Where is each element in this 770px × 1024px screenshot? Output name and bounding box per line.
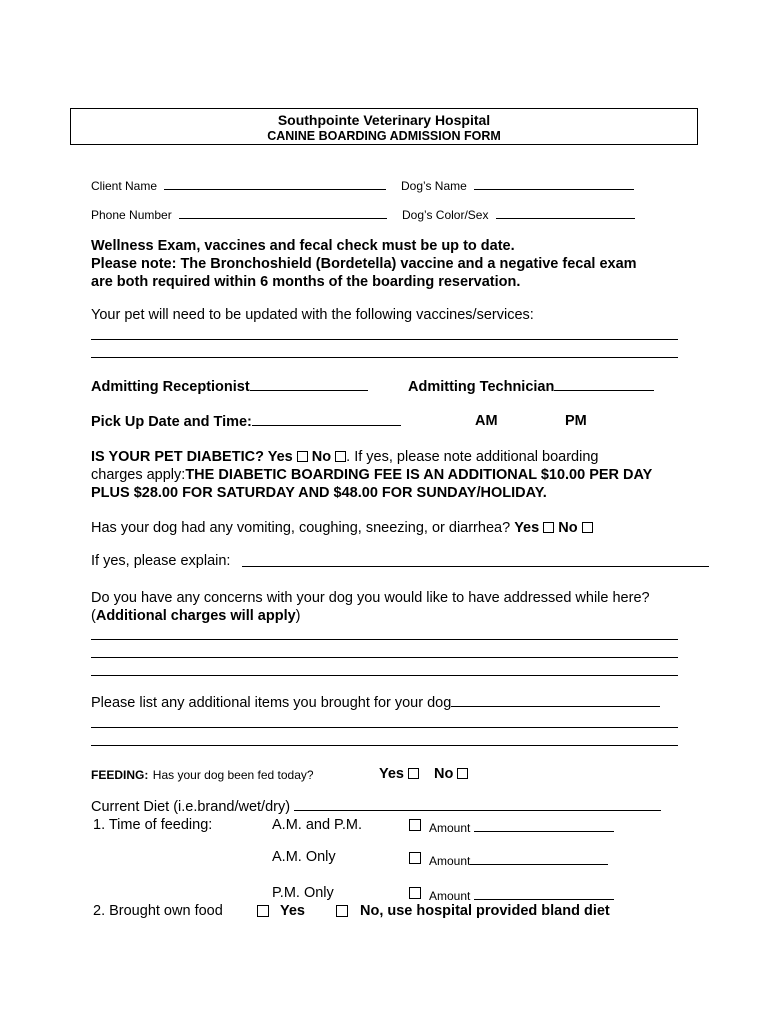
pm-only-checkbox[interactable] [409,887,421,899]
notice-line-1: Wellness Exam, vaccines and fecal check must be up to date. [91,238,515,254]
pickup-row [91,413,401,430]
symptoms-yes-label: Yes [514,520,540,536]
am-pm-amount-field[interactable] [474,819,614,832]
receptionist-label: Admitting Receptionist [91,379,250,395]
option-am-pm: A.M. and P.M. [272,817,362,833]
symptoms-no-checkbox[interactable] [582,522,593,533]
phone-row [91,206,387,222]
explain-label: If yes, please explain: [91,553,231,569]
am-only-checkbox[interactable] [409,852,421,864]
am-pm-amount [429,819,614,835]
diabetic-yes-checkbox[interactable] [297,451,308,462]
technician-field[interactable] [554,378,654,391]
pickup-pm[interactable]: PM [565,413,587,429]
explain-field[interactable] [242,566,709,567]
concerns-line-3[interactable] [91,675,678,676]
notice-line-2: Please note: The Bronchoshield (Bordetella) vaccine and a negative fecal exam [91,256,637,272]
own-food-label: 2. Brought own food [93,903,223,919]
amount-label: Amount [429,854,471,868]
am-pm-checkbox[interactable] [409,819,421,831]
phone-number-field[interactable] [179,206,387,219]
wellness-notice [91,237,637,291]
items-row [91,694,660,711]
symptoms-question: Has your dog had any vomiting, coughing, sneezing, or diarrhea? [91,520,511,536]
concerns-charges: Additional charges will apply [95,608,296,624]
dogs-name-field[interactable] [474,177,634,190]
symptoms-yes-checkbox[interactable] [543,522,554,533]
diabetic-period: . [346,449,351,465]
own-food-yes-checkbox[interactable] [257,905,269,917]
concerns-line-1[interactable] [91,639,678,640]
am-only-amount [429,852,608,868]
vaccines-line-2[interactable] [91,357,678,358]
symptoms-no-label: No [558,520,578,536]
concerns-question: Do you have any concerns with your dog you would like to have addressed while here? [91,590,650,606]
diabetic-no-checkbox[interactable] [335,451,346,462]
vaccines-prompt: Your pet will need to be updated with the following vaccines/services: [91,307,534,323]
diet-row [91,798,661,815]
pm-only-amount [429,887,614,903]
diabetic-note: If yes, please note additional boarding [354,449,599,465]
form-title: CANINE BOARDING ADMISSION FORM [267,129,501,143]
technician-row [408,378,654,395]
option-am-only: A.M. Only [272,849,336,865]
hospital-name: Southpointe Veterinary Hospital [277,112,491,128]
fed-yes [379,766,419,782]
concerns-line-2[interactable] [91,657,678,658]
dogs-name-row [401,177,634,193]
items-line-1[interactable] [91,727,678,728]
am-only-amount-field[interactable] [470,852,608,865]
diabetic-question: IS YOUR PET DIABETIC? Yes [91,449,293,465]
dogs-color-row [402,206,635,222]
pickup-field[interactable] [252,413,401,426]
feeding-row [91,766,314,784]
diet-label: Current Diet (i.e.brand/wet/dry) [91,799,291,815]
diabetic-no-label: No [311,449,332,465]
client-name-label: Client Name [91,179,158,193]
technician-label: Admitting Technician [408,379,555,395]
fed-no [434,766,468,782]
dogs-color-sex-field[interactable] [496,206,635,219]
own-food-no-checkbox[interactable] [336,905,348,917]
items-line-2[interactable] [91,745,678,746]
fed-no-checkbox[interactable] [457,768,468,779]
amount-label: Amount [429,889,471,903]
receptionist-field[interactable] [250,378,368,391]
items-prompt: Please list any additional items you brought for your dog [91,695,452,711]
feeding-question: Has your dog been fed today? [152,768,314,782]
explain-row [91,553,230,569]
concerns-section [91,589,650,625]
dogs-color-sex-label: Dog’s Color/Sex [402,208,489,222]
client-name-row [91,177,386,193]
client-name-field[interactable] [164,177,386,190]
feeding-label: FEEDING: [91,768,149,782]
vaccines-line-1[interactable] [91,339,678,340]
own-food-no-label: No, use hospital provided bland diet [360,903,610,919]
dogs-name-label: Dog’s Name [401,179,467,193]
fed-no-label: No [434,766,454,782]
fed-yes-label: Yes [379,766,404,782]
phone-number-label: Phone Number [91,208,172,222]
notice-line-3: are both required within 6 months of the boarding reservation. [91,274,521,290]
concerns-paren-close: ) [295,608,301,624]
own-food-yes-label: Yes [280,903,305,919]
diabetic-fee-line-1: THE DIABETIC BOARDING FEE IS AN ADDITIONAL $10.00 PER DAY [185,467,653,483]
charges-prefix: charges apply: [91,467,186,483]
symptoms-row [91,520,593,536]
time-of-feeding-label: 1. Time of feeding: [93,817,213,833]
pickup-am[interactable]: AM [475,413,498,429]
pm-only-amount-field[interactable] [474,887,614,900]
items-field[interactable] [451,694,660,707]
receptionist-row [91,378,368,395]
concerns-paren-open: ( [91,608,96,624]
fed-yes-checkbox[interactable] [408,768,419,779]
form-header [70,108,698,145]
diabetic-fee-line-2: PLUS $28.00 FOR SATURDAY AND $48.00 FOR SUNDAY/HOLIDAY. [91,485,547,501]
diet-field[interactable] [294,798,661,811]
pickup-label: Pick Up Date and Time: [91,414,252,430]
amount-label: Amount [429,821,471,835]
diabetic-section [91,448,652,502]
option-pm-only: P.M. Only [272,885,334,901]
